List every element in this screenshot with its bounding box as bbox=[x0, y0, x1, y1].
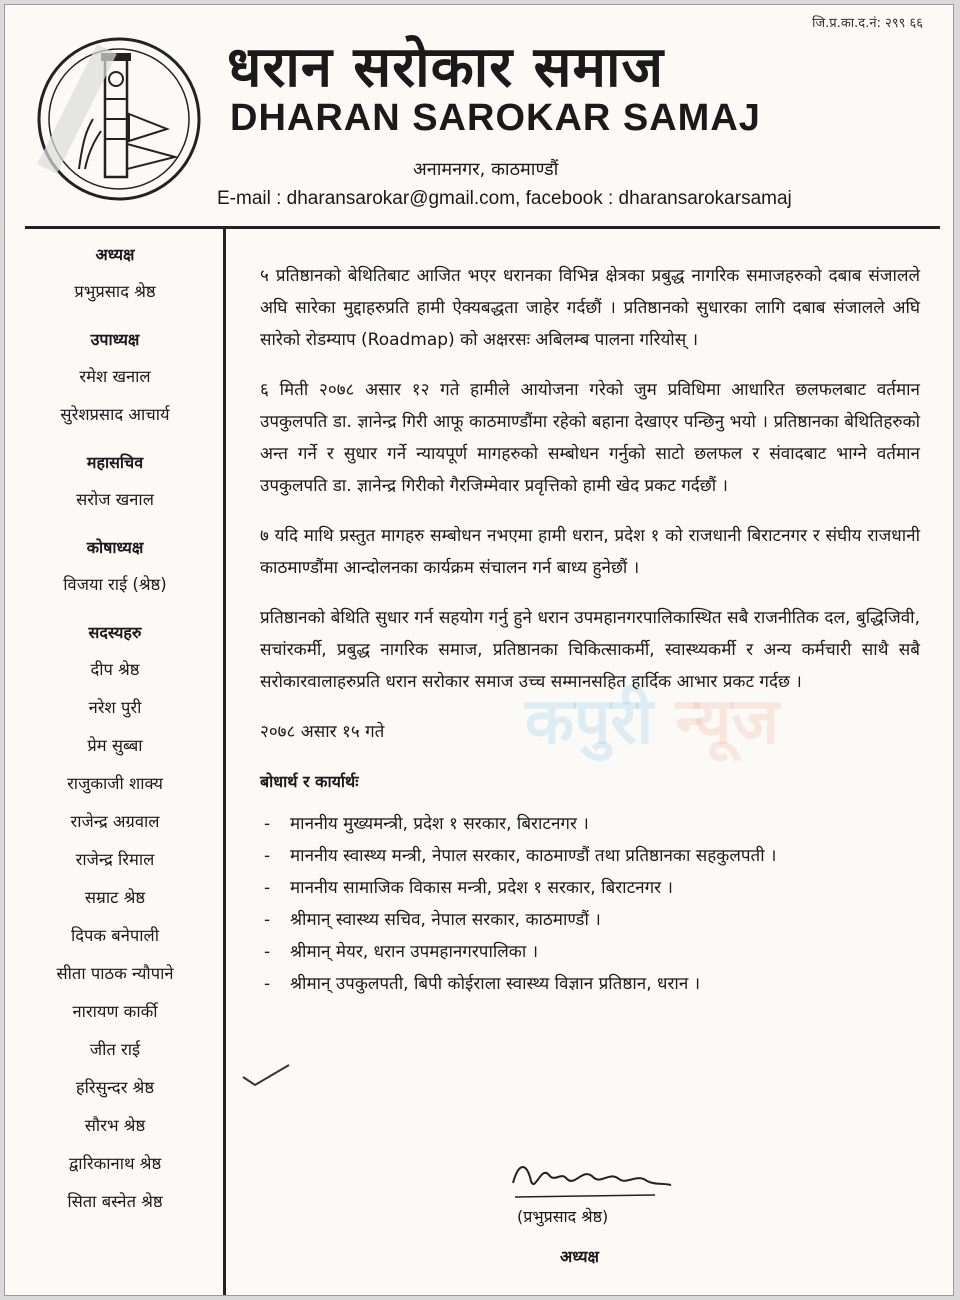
body-paragraph: प्रतिष्ठानको बेथिति सुधार गर्न सहयोग गर्नु हुने धरान उपमहानगरपालिकास्थित सबै राजनीतिक दल, बुद्धिजिवी, सचांरकर्मी, प्रबुद्ध नागरिक समाज, प्रतिष्ठानका चिकित्साकर्मी, स्वास्थ्यकर्मी र अन्य कर्मचारी साथै सबै सरोकारवालाहरुप्रति धरान सरोकार समाज उच्च सम्मानसहित हार्दिक आभार प्रकट गर्दछ । bbox=[260, 608, 920, 692]
cc-title: बोधार्थ र कार्यार्थः bbox=[260, 772, 359, 791]
sidebar-name: जीत राई bbox=[89, 1040, 141, 1059]
sidebar-name: दीप श्रेष्ठ bbox=[90, 660, 140, 679]
sidebar-name: रमेश खनाल bbox=[79, 367, 151, 386]
sidebar-title: कोषाध्यक्ष bbox=[86, 538, 144, 557]
sidebar-title: सदस्यहरु bbox=[88, 623, 142, 642]
sidebar-name: सिता बस्नेत श्रेष्ठ bbox=[67, 1192, 163, 1211]
letter-date: २०७८ असार १५ गते bbox=[260, 722, 385, 742]
cc-item: - श्रीमान् स्वास्थ्य सचिव, नेपाल सरकार, काठमाण्डौं । bbox=[260, 904, 920, 936]
cc-item: - श्रीमान् उपकुलपती, बिपी कोईराला स्वास्थ्य विज्ञान प्रतिष्ठान, धरान । bbox=[260, 968, 920, 1000]
watermark-text-b: न्यूज bbox=[675, 685, 780, 759]
header-divider bbox=[25, 226, 940, 229]
check-mark-icon bbox=[241, 1063, 291, 1087]
signature-icon bbox=[505, 1153, 675, 1201]
sidebar-divider bbox=[223, 229, 226, 1296]
cc-item: - श्रीमान् मेयर, धरान उपमहानगरपालिका । bbox=[260, 936, 920, 968]
sidebar-title: अध्यक्ष bbox=[95, 245, 135, 264]
sidebar-group-treasurer bbox=[15, 536, 215, 595]
sidebar-name: राजेन्द्र रिमाल bbox=[75, 850, 155, 869]
watermark-text-a: कपुरी bbox=[525, 685, 654, 759]
body-paragraph: ७ यदि माथि प्रस्तुत मागहरु सम्बोधन नभएमा हामी धरान, प्रदेश १ को राजधानी बिराटनगर र संघीय राजधानी काठमाण्डौंमा आन्दोलनका कार्यक्रम संचालन गर्न बाध्य हुनेछौं । bbox=[260, 526, 920, 578]
sidebar-name: सुरेशप्रसाद आचार्य bbox=[60, 405, 170, 424]
sidebar-name: द्वारिकानाथ श्रेष्ठ bbox=[68, 1154, 162, 1173]
sidebar-name: राजेन्द्र अग्रवाल bbox=[70, 812, 160, 831]
sidebar-name: सरोज खनाल bbox=[76, 490, 154, 509]
sidebar-name: प्रभुप्रसाद श्रेष्ठ bbox=[74, 282, 156, 301]
body-paragraph: ५ प्रतिष्ठानको बेथितिबाट आजित भएर धरानका विभिन्न क्षेत्रका प्रबुद्ध नागरिक समाजहरुको दबाब संजालले अघि सारेका मुद्दाहरुप्रति हामी ऐक्यबद्धता जाहेर गर्दछौं । प्रतिष्ठानको सुधारका लागि दबाब संजालले अघि सारेको रोडम्याप (Roadmap) को अक्षरसः अबिलम्ब पालना गरियोस् । bbox=[260, 266, 920, 350]
sidebar-group-members bbox=[15, 621, 215, 1212]
sidebar-name: प्रेम सुब्बा bbox=[87, 736, 143, 755]
sidebar-name: नरेश पुरी bbox=[88, 698, 142, 717]
cc-item: - माननीय मुख्यमन्त्री, प्रदेश १ सरकार, बिराटनगर । bbox=[260, 808, 920, 840]
sidebar-name: दिपक बनेपाली bbox=[70, 926, 159, 945]
clock-tower-seal-icon bbox=[27, 19, 207, 209]
sidebar-name: राजुकाजी शाक्य bbox=[67, 774, 163, 793]
org-address: अनामनगर, काठमाण्डौं bbox=[413, 159, 559, 180]
sidebar-name: सम्राट श्रेष्ठ bbox=[84, 888, 146, 907]
registration-number: जि.प्र.का.द.नं: २९९ ६६ bbox=[812, 16, 923, 31]
sidebar-group-vice-president bbox=[15, 328, 215, 425]
signatory-role: अध्यक्ष bbox=[560, 1247, 599, 1266]
letterhead-page bbox=[4, 4, 954, 1296]
sidebar-name: नारायण कार्की bbox=[72, 1002, 158, 1021]
cc-list bbox=[260, 808, 920, 1000]
sidebar-name: सौरभ श्रेष्ठ bbox=[84, 1116, 146, 1135]
signatory-name: (प्रभुप्रसाद श्रेष्ठ) bbox=[517, 1207, 609, 1226]
body-paragraph: ६ मिती २०७८ असार १२ गते हामीले आयोजना गरेको जुम प्रविधिमा आधारित छलफलबाट वर्तमान उपकुलपति डा. ज्ञानेन्द्र गिरी आफू काठमाण्डौंमा रहेको बहाना देखाएर पन्छिनु भयो । प्रतिष्ठानका बेथितिहरुको अन्त गर्ने र सुधार गर्ने न्यायपूर्ण मागहरुको सम्बोधन गर्नुको साटो छलफल र संवादबाट भाग्ने वर्तमान उपकुलपति डा. ज्ञानेन्द्र गिरीको गैरजिम्मेवार प्रवृत्तिको हामी खेद प्रकट गर्दछौं । bbox=[260, 380, 920, 496]
sidebar-title: उपाध्यक्ष bbox=[90, 330, 140, 349]
cc-item: - माननीय स्वास्थ्य मन्त्री, नेपाल सरकार, काठमाण्डौं तथा प्रतिष्ठानका सहकुलपती । bbox=[260, 840, 920, 872]
sidebar-name: हरिसुन्दर श्रेष्ठ bbox=[75, 1078, 155, 1097]
sidebar-group-general-secretary bbox=[15, 451, 215, 510]
office-bearers-sidebar bbox=[15, 237, 215, 1238]
sidebar-title: महासचिव bbox=[86, 453, 144, 472]
sidebar-name: विजया राई (श्रेष्ठ) bbox=[63, 575, 167, 594]
sidebar-name: सीता पाठक न्यौपाने bbox=[56, 964, 174, 983]
letter-body bbox=[260, 260, 920, 1000]
cc-item: - माननीय सामाजिक विकास मन्त्री, प्रदेश १ सरकार, बिराटनगर । bbox=[260, 872, 920, 904]
org-title-english: DHARAN SAROKAR SAMAJ bbox=[230, 97, 761, 139]
org-title-nepali: धरान सरोकार समाज bbox=[227, 35, 665, 100]
org-contact: E-mail : dharansarokar@gmail.com, facebook : dharansarokarsamaj bbox=[217, 188, 792, 209]
sidebar-group-president bbox=[15, 243, 215, 302]
